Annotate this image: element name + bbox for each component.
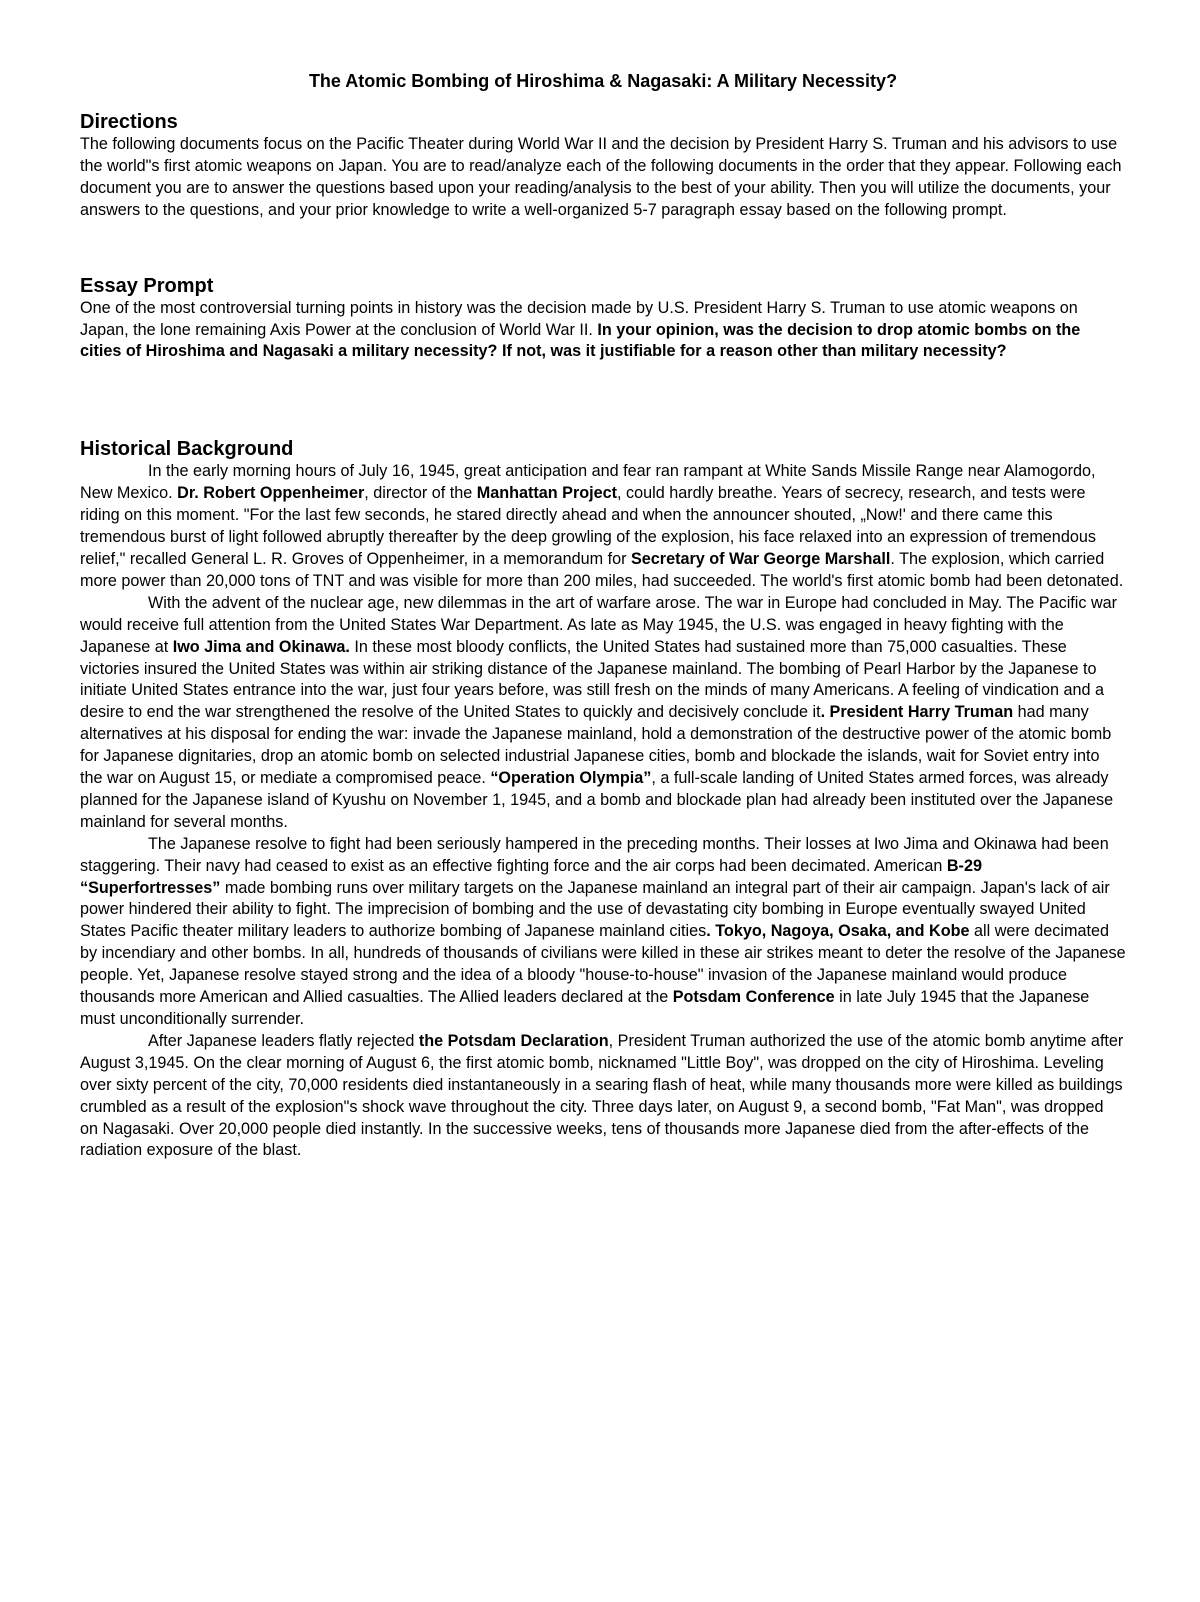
historical-background-section xyxy=(80,437,1126,1162)
directions-section xyxy=(80,110,1126,222)
essay-prompt-text xyxy=(80,298,1126,364)
text-run: had many alternatives at his disposal for ending the war: invade the Japanese mainland, hold a demonstration of the destructive power of the atomic bomb for Japanese dignitaries, drop an atomic bomb on selected industrial Japanese cities, bomb and blockade the islands, wait for Soviet entry into the war on August 15, or mediate a compromised peace. xyxy=(80,703,1112,788)
text-run: In the early morning hours of July 16, 1945, great anticipation and fear ran rampant at White Sands Missile Range near Alamogordo, New Mexico. xyxy=(80,462,1096,503)
essay-prompt-intro: One of the most controversial turning points in history was the decision made by U.S. President Harry S. Truman to use atomic weapons on Japan, the lone remaining Axis Power at the conclusion of World War II. xyxy=(80,298,1078,339)
bold-run: Dr. Robert Oppenheimer xyxy=(177,484,365,503)
background-paragraph-1 xyxy=(80,461,1126,592)
text-run: in late July 1945 that the Japanese must unconditionally surrender. xyxy=(80,988,1090,1028)
text-run: made bombing runs over military targets on the Japanese mainland an integral part of their air campaign. Japan's lack of air power hindered their ability to fight. The imprecision of bombing and the use of devastating city bombing in Europe eventually swayed United States Pacific theater military leaders to authorize bombing of Japanese mainland cities xyxy=(80,878,1110,941)
text-run: With the advent of the nuclear age, new dilemmas in the art of warfare arose. The war in Europe had concluded in May. The Pacific war would receive full attention from the United States War Department. As late as May 1945, the U.S. was engaged in heavy fighting with the Japanese at xyxy=(80,593,1118,656)
essay-prompt-section xyxy=(80,274,1126,364)
directions-text: The following documents focus on the Pacific Theater during World War II and the decision by President Harry S. Truman and his advisors to use the world"s first atomic weapons on Japan. You are to read/analyze each of the following documents in the order that they appear. Following each document you are to answer the questions based upon your reading/analysis to the best of your ability. Then you will utilize the documents, your answers to the questions, and your prior knowledge to write a well-organized 5-7 paragraph essay based on the following prompt. xyxy=(80,135,1122,219)
bold-run: the Potsdam Declaration xyxy=(418,1031,609,1050)
text-run: , a full-scale landing of United States armed forces, was already planned for the Japanese island of Kyushu on November 1, 1945, and a bomb and blockade plan had already been instituted over the Japanese mainland for several months. xyxy=(80,769,1114,831)
bold-run: Potsdam Conference xyxy=(672,988,835,1007)
essay-prompt-question: In your opinion, was the decision to drop atomic bombs on the cities of Hiroshima and Nagasaki a military necessity? If not, was it justifiable for a reason other than military necessity? xyxy=(80,320,1081,361)
bold-run: B-29 “Superfortresses” xyxy=(80,856,982,897)
text-run: In these most bloody conflicts, the United States had sustained more than 75,000 casualties. These victories insured the United States was within air striking distance of the Japanese mainland. The bombing of Pearl Harbor by the Japanese to initiate United States entrance into the war, just four years before, was still fresh on the minds of many Americans. A feeling of vindication and a desire to end the war strengthened the resolve of the United States to quickly and decisively conclude it xyxy=(80,637,1104,722)
bold-run: Secretary of War George Marshall xyxy=(630,549,891,568)
document-title: The Atomic Bombing of Hiroshima & Nagasaki: A Military Necessity? xyxy=(308,71,898,91)
directions-heading: Directions xyxy=(80,111,178,133)
text-run: , could hardly breathe. Years of secrecy, research, and tests were riding on this moment. "For the last few seconds, he stared directly ahead and when the announcer shouted, „Now!' and there came this tremendous burst of light followed abruptly thereafter by the deep growling of the explosion, his face relaxed into an expression of tremendous relief," recalled General L. R. Groves of Oppenheimer, in a memorandum for xyxy=(80,484,1096,568)
text-run: . The explosion, which carried more power than 20,000 tons of TNT and was visible for more than 200 miles, had succeeded. The world's first atomic bomb had been detonated. xyxy=(80,549,1124,590)
background-paragraph-3 xyxy=(80,834,1126,1031)
document-page xyxy=(80,68,1126,1162)
background-paragraph-4 xyxy=(80,1031,1126,1162)
text-run: After Japanese leaders flatly rejected xyxy=(148,1031,419,1050)
background-paragraph-2 xyxy=(80,593,1126,834)
bold-run: . President Harry Truman xyxy=(820,703,1014,722)
essay-prompt-heading: Essay Prompt xyxy=(80,274,214,297)
bold-run: Manhattan Project xyxy=(476,484,618,503)
text-run: , President Truman authorized the use of the atomic bomb anytime after August 3,1945. On the clear morning of August 6, the first atomic bomb, nicknamed "Little Boy", was dropped on the city of Hiroshima. Leveling over sixty percent of the city, 70,000 residents died instantaneously in a searing flash of heat, while many thousands more were killed as buildings crumbled as a result of the explosion"s shock wave throughout the city. Three days later, on August 9, a second bomb, "Fat Man", was dropped on Nagasaki. Over 20,000 people died instantly. In the successive weeks, tens of thousands more Japanese died from the after-effects of the radiation exposure of the blast. xyxy=(80,1031,1124,1160)
text-run: all were decimated by incendiary and other bombs. In all, hundreds of thousands of civilians were killed in these air strikes meant to deter the resolve of the Japanese people. Yet, Japanese resolve stayed strong and the idea of a bloody "house-to-house" invasion of the Japanese mainland would produce thousands more American and Allied casualties. The Allied leaders declared at the xyxy=(80,922,1126,1007)
historical-background-heading: Historical Background xyxy=(80,438,294,461)
bold-run: . Tokyo, Nagoya, Osaka, and Kobe xyxy=(706,922,970,941)
text-run: , director of the xyxy=(364,484,477,503)
text-run: The Japanese resolve to fight had been seriously hampered in the preceding months. Their losses at Iwo Jima and Okinawa had been staggering. Their navy had ceased to exist as an effective fighting force and the air corps had been decimated. American xyxy=(80,834,1109,875)
bold-run: “Operation Olympia” xyxy=(490,769,652,788)
bold-run: Iwo Jima and Okinawa. xyxy=(172,637,350,656)
